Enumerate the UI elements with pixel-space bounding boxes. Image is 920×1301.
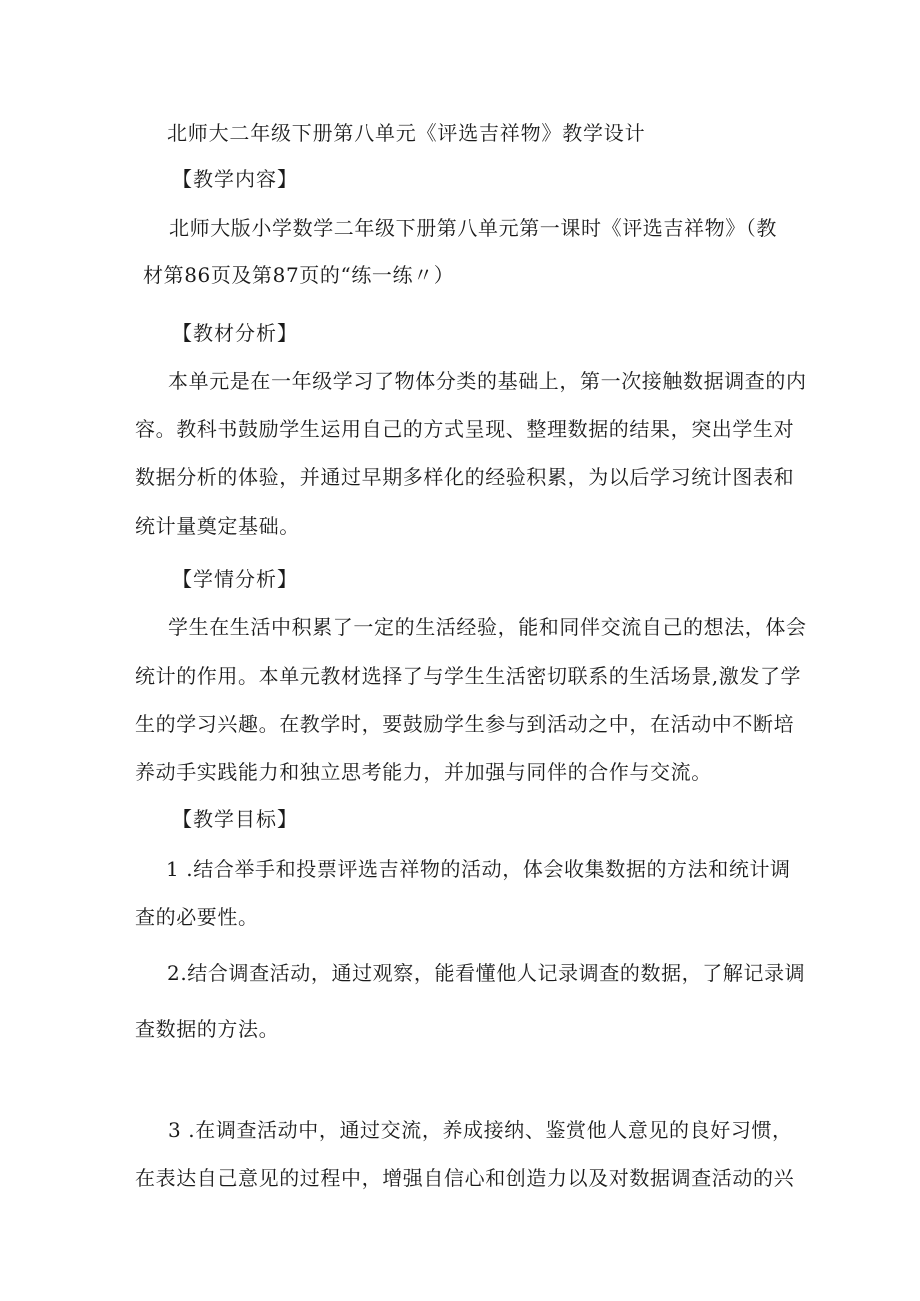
paragraph-line: 容。教科书鼓励学生运用自己的方式呈现、整理数据的结果，突出学生对 (135, 417, 795, 441)
paragraph-line: 学生在生活中积累了一定的生活经验，能和同伴交流自己的想法，体会 (168, 615, 807, 639)
section-heading-learner-analysis: 【学情分析】 (172, 567, 298, 591)
paragraph-line: 北师大版小学数学二年级下册第八单元第一课时《评选吉祥物》（教 (169, 216, 777, 240)
paragraph-line: 养动手实践能力和独立思考能力，并加强与同伴的合作与交流。 (135, 760, 712, 784)
paragraph-line: 统计的作用。本单元教材选择了与学生生活密切联系的生活场景,激发了学 (135, 664, 802, 688)
document-title: 北师大二年级下册第八单元《评选吉祥物》教学设计 (167, 121, 646, 145)
paragraph-line: 统计量奠定基础。 (135, 514, 300, 538)
paragraph-line: 本单元是在一年级学习了物体分类的基础上，第一次接触数据调查的内 (168, 369, 807, 393)
objective-line: 查数据的方法。 (135, 1017, 280, 1041)
section-heading-teaching-objectives: 【教学目标】 (172, 807, 298, 831)
paragraph-line: 生的学习兴趣。在教学时，要鼓励学生参与到活动之中，在活动中不断培 (135, 712, 795, 736)
paragraph-line: 数据分析的体验，并通过早期多样化的经验积累，为以后学习统计图表和 (135, 465, 795, 489)
paragraph-line: 材第86页及第87页的“练一练〃） (143, 263, 455, 287)
objective-line: 3 .在调查活动中，通过交流，养成接纳、鉴赏他人意见的良好习惯， (168, 1118, 793, 1142)
objective-line: 2.结合调查活动，通过观察，能看懂他人记录调查的数据，了解记录调 (167, 961, 806, 985)
section-heading-textbook-analysis: 【教材分析】 (172, 321, 298, 345)
objective-line: 在表达自己意见的过程中，增强自信心和创造力以及对数据调查活动的兴 (135, 1166, 795, 1190)
objective-line: 1 .结合举手和投票评选吉祥物的活动，体会收集数据的方法和统计调 (166, 857, 791, 881)
objective-line: 查的必要性。 (135, 905, 259, 929)
section-heading-teaching-content: 【教学内容】 (172, 167, 298, 191)
